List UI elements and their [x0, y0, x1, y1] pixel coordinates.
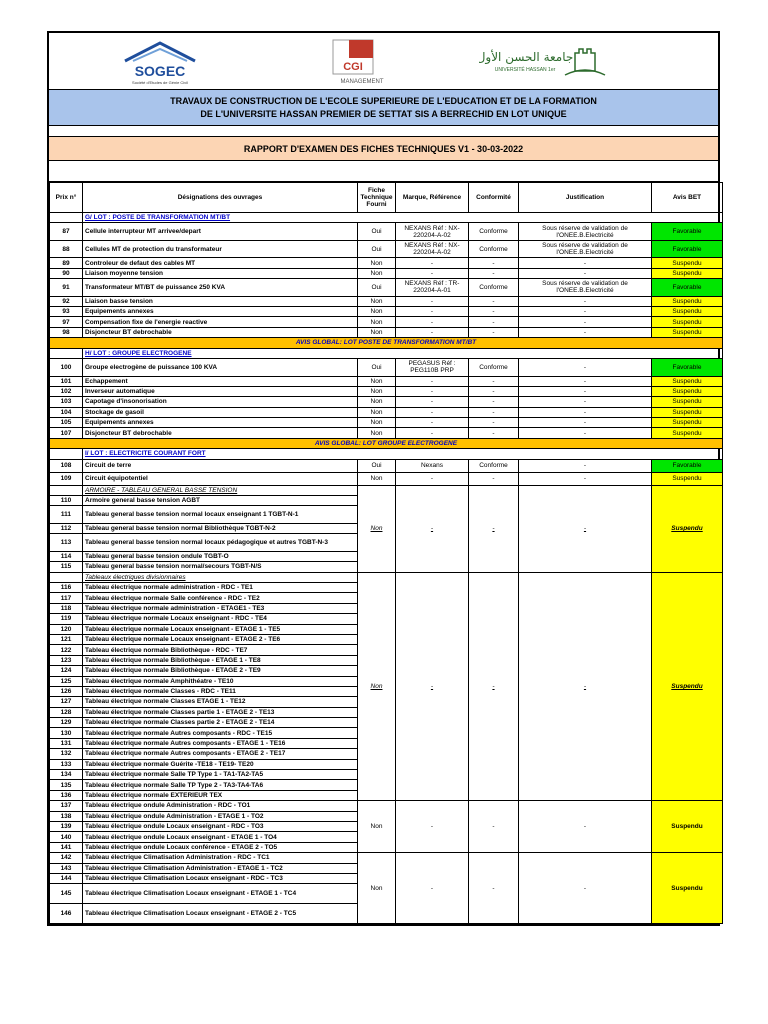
cgi-sub: MANAGEMENT [340, 79, 384, 85]
price-number: 118 [50, 603, 83, 613]
marque-cell: - [396, 485, 469, 572]
marque-cell: - [396, 472, 469, 485]
designation: Tableau électrique normale Classes - RDC - TE11 [83, 686, 358, 696]
price-number: 87 [50, 223, 83, 241]
justification-cell: - [519, 258, 652, 268]
fiche-cell: Non [358, 376, 396, 386]
report-title: RAPPORT D'EXAMEN DES FICHES TECHNIQUES V1 - 30-03-2022 [49, 137, 718, 161]
fiche-cell: Non [358, 472, 396, 485]
price-number: 88 [50, 240, 83, 258]
justification-cell: - [519, 459, 652, 472]
column-header-fiche: Fiche Technique Fourni [358, 183, 396, 213]
designation: Tableau électrique normale Bibliothèque - ETAGE 2 - TE9 [83, 666, 358, 676]
designation: Tableau électrique normale Autres composants - RDC - TE15 [83, 728, 358, 738]
price-number: 91 [50, 279, 83, 297]
spacer-row [49, 126, 718, 137]
table-row [50, 386, 723, 396]
conformite-cell: - [469, 418, 519, 428]
conformite-cell: - [469, 407, 519, 417]
designation: Tableau general basse tension normal/secours TGBT-N/S [83, 562, 358, 572]
fiche-cell: Non [358, 397, 396, 407]
avis-badge: Suspendu [652, 386, 723, 396]
designation: Tableau general basse tension normal locaux enseignant 1 TGBT-N-1 [83, 506, 358, 524]
avis-badge: Suspendu [652, 572, 723, 801]
avis-badge: Suspendu [652, 397, 723, 407]
price-number: 116 [50, 582, 83, 592]
designation: Tableau électrique Climatisation Locaux enseignant - ETAGE 1 - TC4 [83, 884, 358, 904]
marque-cell: - [396, 258, 469, 268]
justification-cell: - [519, 572, 652, 801]
price-number: 123 [50, 655, 83, 665]
avis-badge: Suspendu [652, 801, 723, 853]
avis-badge: Suspendu [652, 268, 723, 278]
fiche-cell: Non [358, 258, 396, 268]
designation: Cellules MT de protection du transformateur [83, 240, 358, 258]
global-opinion-h: AVIS GLOBAL: LOT GROUPE ELECTROGENE [50, 438, 723, 448]
avis-badge: Suspendu [652, 307, 723, 317]
designation: Tableau électrique normale Autres composants - ETAGE 1 - TE16 [83, 738, 358, 748]
table-row [50, 459, 723, 472]
marque-cell: - [396, 853, 469, 924]
conformite-cell: - [469, 801, 519, 853]
designation: Tableau électrique Climatisation Administration - ETAGE 1 - TC2 [83, 863, 358, 873]
price-number: 107 [50, 428, 83, 438]
justification-cell: - [519, 307, 652, 317]
sogec-name: SOGEC [134, 63, 186, 79]
avis-badge: Favorable [652, 279, 723, 297]
designation: Liaison moyenne tension [83, 268, 358, 278]
table-row [50, 296, 723, 306]
table-row [50, 279, 723, 297]
justification-cell: - [519, 428, 652, 438]
price-number: 121 [50, 634, 83, 644]
section-header-row [50, 213, 723, 223]
designation: Disjoncteur BT debrochable [83, 428, 358, 438]
price-number: 131 [50, 738, 83, 748]
fiche-cell: Non [358, 317, 396, 327]
designation: Compensation fixe de l'energie reactive [83, 317, 358, 327]
designation: Circuit équipotentiel [83, 472, 358, 485]
justification-cell: - [519, 296, 652, 306]
conformite-cell: - [469, 853, 519, 924]
justification-cell: - [519, 801, 652, 853]
designation: Disjoncteur BT debrochable [83, 327, 358, 337]
table-row [50, 307, 723, 317]
avis-badge: Suspendu [652, 327, 723, 337]
price-number: 133 [50, 759, 83, 769]
table-row [50, 418, 723, 428]
marque-cell: - [396, 386, 469, 396]
marque-cell: - [396, 376, 469, 386]
price-number: 98 [50, 327, 83, 337]
designation: Stockage de gasoil [83, 407, 358, 417]
column-header-avis: Avis BET [652, 183, 723, 213]
designation: Liaison basse tension [83, 296, 358, 306]
marque-cell: - [396, 307, 469, 317]
designation: Cellule interrupteur MT arrivee/depart [83, 223, 358, 241]
conformite-cell: - [469, 258, 519, 268]
avis-badge: Suspendu [652, 428, 723, 438]
justification-cell: - [519, 485, 652, 572]
column-header-designation: Désignations des ouvrages [83, 183, 358, 213]
conformite-cell: Conforme [469, 223, 519, 241]
price-number: 125 [50, 676, 83, 686]
conformite-cell: Conforme [469, 240, 519, 258]
subsection-row [50, 485, 723, 495]
subsection-title: Tableaux électriques divisionnaires [83, 572, 358, 582]
marque-cell: Nexans [396, 459, 469, 472]
price-number: 115 [50, 562, 83, 572]
price-number: 124 [50, 666, 83, 676]
price-number: 119 [50, 614, 83, 624]
fiche-cell: Non [358, 268, 396, 278]
price-number: 129 [50, 718, 83, 728]
fiche-cell: Oui [358, 240, 396, 258]
avis-badge: Favorable [652, 459, 723, 472]
designation: Groupe electrogène de puissance 100 KVA [83, 359, 358, 377]
fiche-cell: Oui [358, 359, 396, 377]
marque-cell: - [396, 572, 469, 801]
price-number: 141 [50, 842, 83, 852]
price-number: 112 [50, 523, 83, 533]
designation: Tableau électrique Climatisation Administration - RDC - TC1 [83, 853, 358, 863]
conformite-cell: - [469, 386, 519, 396]
price-number: 142 [50, 853, 83, 863]
column-header-justification: Justification [519, 183, 652, 213]
designation: Tableau électrique normale administration - ETAGE1 - TE3 [83, 603, 358, 613]
price-number: 132 [50, 749, 83, 759]
price-number: 128 [50, 707, 83, 717]
conformite-cell: - [469, 397, 519, 407]
sogec-tagline: Société d'Etudes de Génie Civil [132, 80, 188, 85]
table-row [50, 223, 723, 241]
avis-badge: Suspendu [652, 418, 723, 428]
designation: Tableau électrique normale Amphithéatre - TE10 [83, 676, 358, 686]
avis-badge: Suspendu [652, 376, 723, 386]
avis-badge: Favorable [652, 223, 723, 241]
conformite-cell: - [469, 376, 519, 386]
designation: Tableau électrique normale Locaux enseignant - RDC - TE4 [83, 614, 358, 624]
designation: Transformateur MT/BT de puissance 250 KVA [83, 279, 358, 297]
table-row [50, 397, 723, 407]
designation: Tableau électrique ondule Administration - RDC - TO1 [83, 801, 358, 811]
column-header-marque: Marque, Référence [396, 183, 469, 213]
price-number: 136 [50, 790, 83, 800]
designation: Inverseur automatique [83, 386, 358, 396]
designation: Tableau électrique normale Salle TP Type 1 - TA1-TA2-TA5 [83, 770, 358, 780]
university-logo [479, 41, 609, 83]
price-number: 137 [50, 801, 83, 811]
price-number: 117 [50, 593, 83, 603]
price-number: 109 [50, 472, 83, 485]
section-header-row [50, 449, 723, 459]
marque-cell: NEXANS Réf : NX-220204-A-02 [396, 240, 469, 258]
designation: Circuit de terre [83, 459, 358, 472]
designation: Tableau électrique normale EXTERIEUR TEX [83, 790, 358, 800]
price-number: 89 [50, 258, 83, 268]
section-header-row [50, 348, 723, 358]
price-number: 100 [50, 359, 83, 377]
price-number: 101 [50, 376, 83, 386]
justification-cell: - [519, 472, 652, 485]
justification-cell: - [519, 407, 652, 417]
subsection-title: ARMOIRE - TABLEAU GENERAL BASSE TENSION [83, 485, 358, 495]
designation: Capotage d'insonorisation [83, 397, 358, 407]
price-number: 130 [50, 728, 83, 738]
sogec-logo [119, 39, 201, 87]
price-number: 105 [50, 418, 83, 428]
conformite-cell: - [469, 428, 519, 438]
price-number: 135 [50, 780, 83, 790]
price-number: 144 [50, 873, 83, 883]
section-title-g: G/ LOT : POSTE DE TRANSFORMATION MT/BT [83, 213, 723, 223]
price-number: 104 [50, 407, 83, 417]
justification-cell: - [519, 376, 652, 386]
designation: Tableau électrique Climatisation Locaux enseignant - RDC - TC3 [83, 873, 358, 883]
price-number: 122 [50, 645, 83, 655]
avis-badge: Suspendu [652, 853, 723, 924]
designation: Tableau électrique ondule Administration - ETAGE 1 - TO2 [83, 811, 358, 821]
price-number: 138 [50, 811, 83, 821]
justification-cell: - [519, 268, 652, 278]
designation: Tableau électrique normale Salle conférence - RDC - TE2 [83, 593, 358, 603]
price-number: 103 [50, 397, 83, 407]
price-number: 127 [50, 697, 83, 707]
price-number: 126 [50, 686, 83, 696]
avis-badge: Suspendu [652, 485, 723, 572]
designation: Tableau électrique normale Classes partie 1 - ETAGE 2 - TE13 [83, 707, 358, 717]
table-row [50, 472, 723, 485]
marque-cell: - [396, 397, 469, 407]
global-opinion-row [50, 438, 723, 448]
subsection-row [50, 572, 723, 582]
global-opinion-g: AVIS GLOBAL: LOT POSTE DE TRANSFORMATION MT/BT [50, 338, 723, 348]
fiche-cell: Non [358, 307, 396, 317]
document-page [47, 31, 720, 926]
avis-badge: Suspendu [652, 472, 723, 485]
avis-badge: Suspendu [652, 317, 723, 327]
designation: Tableau électrique ondule Locaux enseignant - RDC - TO3 [83, 821, 358, 831]
justification-cell: Sous réserve de validation de l'ONEE.B.Electricité [519, 279, 652, 297]
table-row [50, 407, 723, 417]
designation: Tableau électrique normale Salle TP Type 2 - TA3-TA4-TA6 [83, 780, 358, 790]
marque-cell: - [396, 407, 469, 417]
designation: Tableau électrique normale Classes partie 2 - ETAGE 2 - TE14 [83, 718, 358, 728]
price-number: 139 [50, 821, 83, 831]
justification-cell: - [519, 386, 652, 396]
marque-cell: - [396, 801, 469, 853]
table-row [50, 327, 723, 337]
price-number: 113 [50, 534, 83, 552]
justification-cell: - [519, 397, 652, 407]
section-title-h: H/ LOT : GROUPE ELECTROGENE [83, 348, 723, 358]
conformite-cell: - [469, 268, 519, 278]
price-number: 93 [50, 307, 83, 317]
fiche-cell: Non [358, 418, 396, 428]
designation: Tableau électrique normale Bibliothèque - ETAGE 1 - TE8 [83, 655, 358, 665]
table-row [50, 268, 723, 278]
fiche-cell: Oui [358, 459, 396, 472]
price-number: 140 [50, 832, 83, 842]
marque-cell: - [396, 327, 469, 337]
table-row [50, 376, 723, 386]
cgi-name: CGI [343, 61, 363, 73]
fiche-cell: Oui [358, 279, 396, 297]
price-number: 114 [50, 551, 83, 561]
designation: Tableau électrique normale Guérite -TE18 - TE19- TE20 [83, 759, 358, 769]
fiche-cell: Non [358, 485, 396, 572]
designation: Echappement [83, 376, 358, 386]
project-title-line-1: TRAVAUX DE CONSTRUCTION DE L'ECOLE SUPERIEURE DE L'EDUCATION ET DE LA FORMATION [170, 96, 597, 106]
table-row [50, 853, 723, 863]
conformite-cell: - [469, 472, 519, 485]
designation: Tableau électrique ondule Locaux enseignant - ETAGE 1 - TO4 [83, 832, 358, 842]
justification-cell: - [519, 327, 652, 337]
designation: Tableau électrique normale Classes ETAGE 1 - TE12 [83, 697, 358, 707]
price-number: 97 [50, 317, 83, 327]
global-opinion-row [50, 338, 723, 348]
fiche-cell: Non [358, 327, 396, 337]
marque-cell: - [396, 268, 469, 278]
cgi-logo [329, 38, 395, 86]
price-number: 146 [50, 904, 83, 924]
designation: Equipements annexes [83, 307, 358, 317]
avis-badge: Suspendu [652, 296, 723, 306]
university-latin-name: UNIVERSITÉ HASSAN 1er [494, 67, 556, 73]
designation: Tableau électrique normale Locaux enseignant - ETAGE 1 - TE5 [83, 624, 358, 634]
justification-cell: Sous réserve de validation de l'ONEE.B.Electricité [519, 240, 652, 258]
conformite-cell: - [469, 572, 519, 801]
fiche-cell: Non [358, 801, 396, 853]
price-number: 120 [50, 624, 83, 634]
designation: Tableau électrique normale Autres composants - ETAGE 2 - TE17 [83, 749, 358, 759]
fiche-cell: Non [358, 386, 396, 396]
conformite-cell: Conforme [469, 359, 519, 377]
column-header-conformite: Conformité [469, 183, 519, 213]
university-arabic-name: جامعة الحسن الأول [479, 50, 574, 64]
marque-cell: NEXANS Réf : NX-220204-A-02 [396, 223, 469, 241]
fiche-cell: Non [358, 296, 396, 306]
table-row [50, 428, 723, 438]
justification-cell: Sous réserve de validation de l'ONEE.B.Electricité [519, 223, 652, 241]
avis-badge: Suspendu [652, 258, 723, 268]
spacer-row [49, 161, 718, 182]
marque-cell: - [396, 428, 469, 438]
table-header-row [50, 183, 723, 213]
technical-sheets-table [49, 182, 723, 924]
justification-cell: - [519, 853, 652, 924]
designation: Tableau general basse tension normal Bibliothèque TGBT-N-2 [83, 523, 358, 533]
price-number: 110 [50, 496, 83, 506]
price-number: 102 [50, 386, 83, 396]
designation: Tableau électrique normale Bibliothèque - RDC - TE7 [83, 645, 358, 655]
conformite-cell: - [469, 296, 519, 306]
column-header-prix: Prix n° [50, 183, 83, 213]
conformite-cell: - [469, 327, 519, 337]
table-row [50, 317, 723, 327]
conformite-cell: - [469, 307, 519, 317]
designation: Tableau general basse tension normal locaux pédagogique et autres TGBT-N-3 [83, 534, 358, 552]
conformite-cell: Conforme [469, 279, 519, 297]
logo-band [49, 33, 718, 90]
price-number: 111 [50, 506, 83, 524]
table-row [50, 258, 723, 268]
price-number: 134 [50, 770, 83, 780]
project-title-line-2: DE L'UNIVERSITE HASSAN PREMIER DE SETTAT SIS A BERRECHID EN LOT UNIQUE [200, 109, 567, 119]
section-title-i: I/ LOT : ELECTRICITE COURANT FORT [83, 449, 723, 459]
designation: Armoire general basse tension AGBT [83, 496, 358, 506]
justification-cell: - [519, 359, 652, 377]
price-number: 143 [50, 863, 83, 873]
fiche-cell: Non [358, 572, 396, 801]
fiche-cell: Non [358, 428, 396, 438]
designation: Equipements annexes [83, 418, 358, 428]
fiche-cell: Oui [358, 223, 396, 241]
fiche-cell: Non [358, 407, 396, 417]
marque-cell: - [396, 317, 469, 327]
designation: Tableau électrique normale Locaux enseignant - ETAGE 2 - TE6 [83, 634, 358, 644]
marque-cell: - [396, 418, 469, 428]
table-row [50, 240, 723, 258]
conformite-cell: - [469, 317, 519, 327]
price-number: 92 [50, 296, 83, 306]
designation: Tableau électrique normale administration - RDC - TE1 [83, 582, 358, 592]
table-row [50, 359, 723, 377]
designation: Controleur de defaut des cables MT [83, 258, 358, 268]
fiche-cell: Non [358, 853, 396, 924]
justification-cell: - [519, 418, 652, 428]
project-title [49, 90, 718, 126]
justification-cell: - [519, 317, 652, 327]
marque-cell: - [396, 296, 469, 306]
table-row [50, 801, 723, 811]
conformite-cell: - [469, 485, 519, 572]
designation: Tableau électrique Climatisation Locaux enseignant - ETAGE 2 - TC5 [83, 904, 358, 924]
designation: Tableau general basse tension ondule TGBT-O [83, 551, 358, 561]
price-number: 90 [50, 268, 83, 278]
avis-badge: Favorable [652, 359, 723, 377]
price-number: 145 [50, 884, 83, 904]
conformite-cell: Conforme [469, 459, 519, 472]
avis-badge: Favorable [652, 240, 723, 258]
avis-badge: Suspendu [652, 407, 723, 417]
marque-cell: PEGASUS Réf : PEG110B PRP [396, 359, 469, 377]
marque-cell: NEXANS Réf : TR-220204-A-01 [396, 279, 469, 297]
price-number: 108 [50, 459, 83, 472]
designation: Tableau électrique ondule Locaux conférence - ETAGE 2 - TO5 [83, 842, 358, 852]
